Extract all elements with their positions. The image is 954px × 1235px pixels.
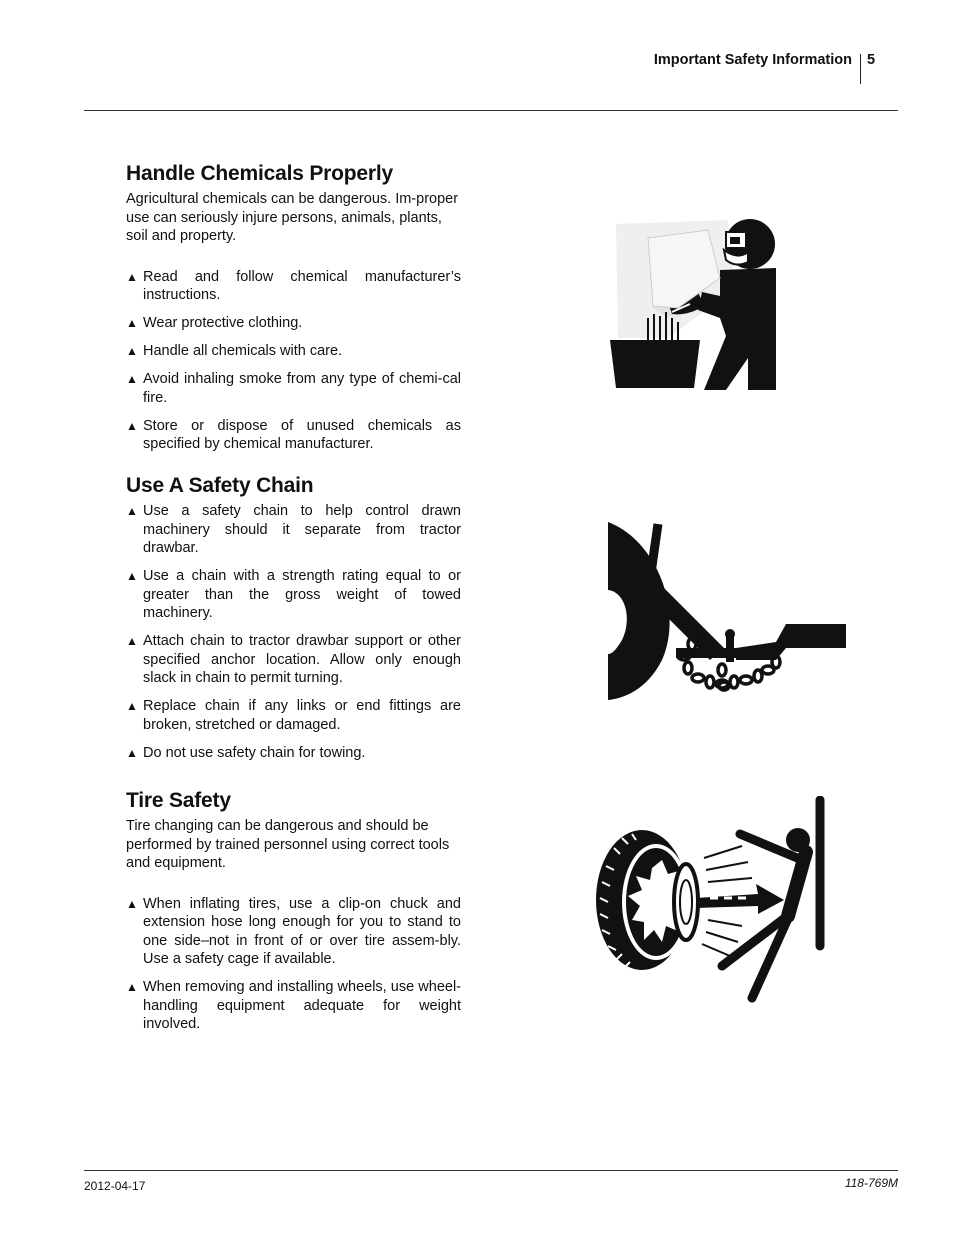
list-item: ▲ Attach chain to tractor drawbar support or other specified anchor location. Allow only enough slack in chain to permit turning. — [126, 633, 461, 686]
section-heading: Handle Chemicals Properly — [126, 162, 393, 185]
list-item: ▲ Read and follow chemical manufacturer’s instructions. — [126, 268, 461, 303]
triangle-bullet-icon: ▲ — [126, 634, 138, 648]
list-item: ▲ When inflating tires, use a clip-on chuck and extension hose long enough for you to stand to one side–not in front of or over tire assem-bly. Use a safety cage if available. — [126, 895, 461, 967]
triangle-bullet-icon: ▲ — [126, 269, 138, 284]
list-item: ▲ Replace chain if any links or end fittings are broken, stretched or damaged. — [126, 698, 461, 733]
section-handle-chemicals — [126, 162, 461, 463]
page-number: 5 — [867, 52, 876, 68]
triangle-bullet-icon: ▲ — [126, 699, 138, 713]
triangle-bullet-icon: ▲ — [126, 504, 138, 518]
list-item: ▲ Use a safety chain to help control drawn machinery should it separate from tractor drawbar. — [126, 503, 461, 556]
header-section-title: Important Safety Information — [653, 52, 852, 68]
bullet-list — [126, 268, 461, 454]
section-intro: Tire changing can be dangerous and should be performed by trained personnel using correct tools and equipment. — [126, 818, 450, 871]
triangle-bullet-icon: ▲ — [126, 980, 138, 994]
section-heading: Tire Safety — [126, 789, 231, 812]
list-item: ▲ Wear protective clothing. — [126, 315, 303, 331]
section-heading: Use A Safety Chain — [126, 474, 314, 497]
triangle-bullet-icon: ▲ — [126, 316, 138, 330]
footer-document-number: 118-769M — [844, 1176, 898, 1190]
list-item: ▲ Store or dispose of unused chemicals as specified by chemical manufacturer. — [126, 417, 461, 452]
triangle-bullet-icon: ▲ — [126, 896, 138, 911]
list-item: ▲ Handle all chemicals with care. — [126, 343, 343, 359]
chemical-handling-person-icon — [608, 218, 784, 393]
triangle-bullet-icon: ▲ — [126, 569, 138, 583]
list-item: ▲ Do not use safety chain for towing. — [126, 744, 366, 761]
list-item: ▲ Use a chain with a strength rating equal to or greater than the gross weight of towed machinery. — [126, 568, 461, 621]
triangle-bullet-icon: ▲ — [126, 745, 138, 760]
list-item: ▲ Avoid inhaling smoke from any type of chemi-cal fire. — [126, 371, 461, 406]
safety-chain-drawbar-icon — [606, 520, 848, 702]
triangle-bullet-icon: ▲ — [126, 344, 138, 358]
bullet-list — [126, 895, 461, 1034]
footer-rule — [84, 1170, 898, 1171]
header-rule — [84, 110, 898, 111]
triangle-bullet-icon: ▲ — [126, 418, 138, 433]
bullet-list — [126, 502, 461, 762]
footer-date: 2012-04-17 — [84, 1179, 146, 1193]
section-intro: Agricultural chemicals can be dangerous. Im-proper use can seriously injure persons, animals, plants, soil and property. — [126, 191, 459, 244]
header-divider — [860, 54, 861, 84]
triangle-bullet-icon: ▲ — [126, 372, 138, 386]
section-safety-chain — [126, 474, 461, 772]
list-item: ▲ When removing and installing wheels, use wheel-handling equipment adequate for weight involved. — [126, 979, 461, 1032]
section-tire-safety — [126, 789, 461, 1043]
tire-explosion-hazard-icon — [592, 796, 828, 1004]
